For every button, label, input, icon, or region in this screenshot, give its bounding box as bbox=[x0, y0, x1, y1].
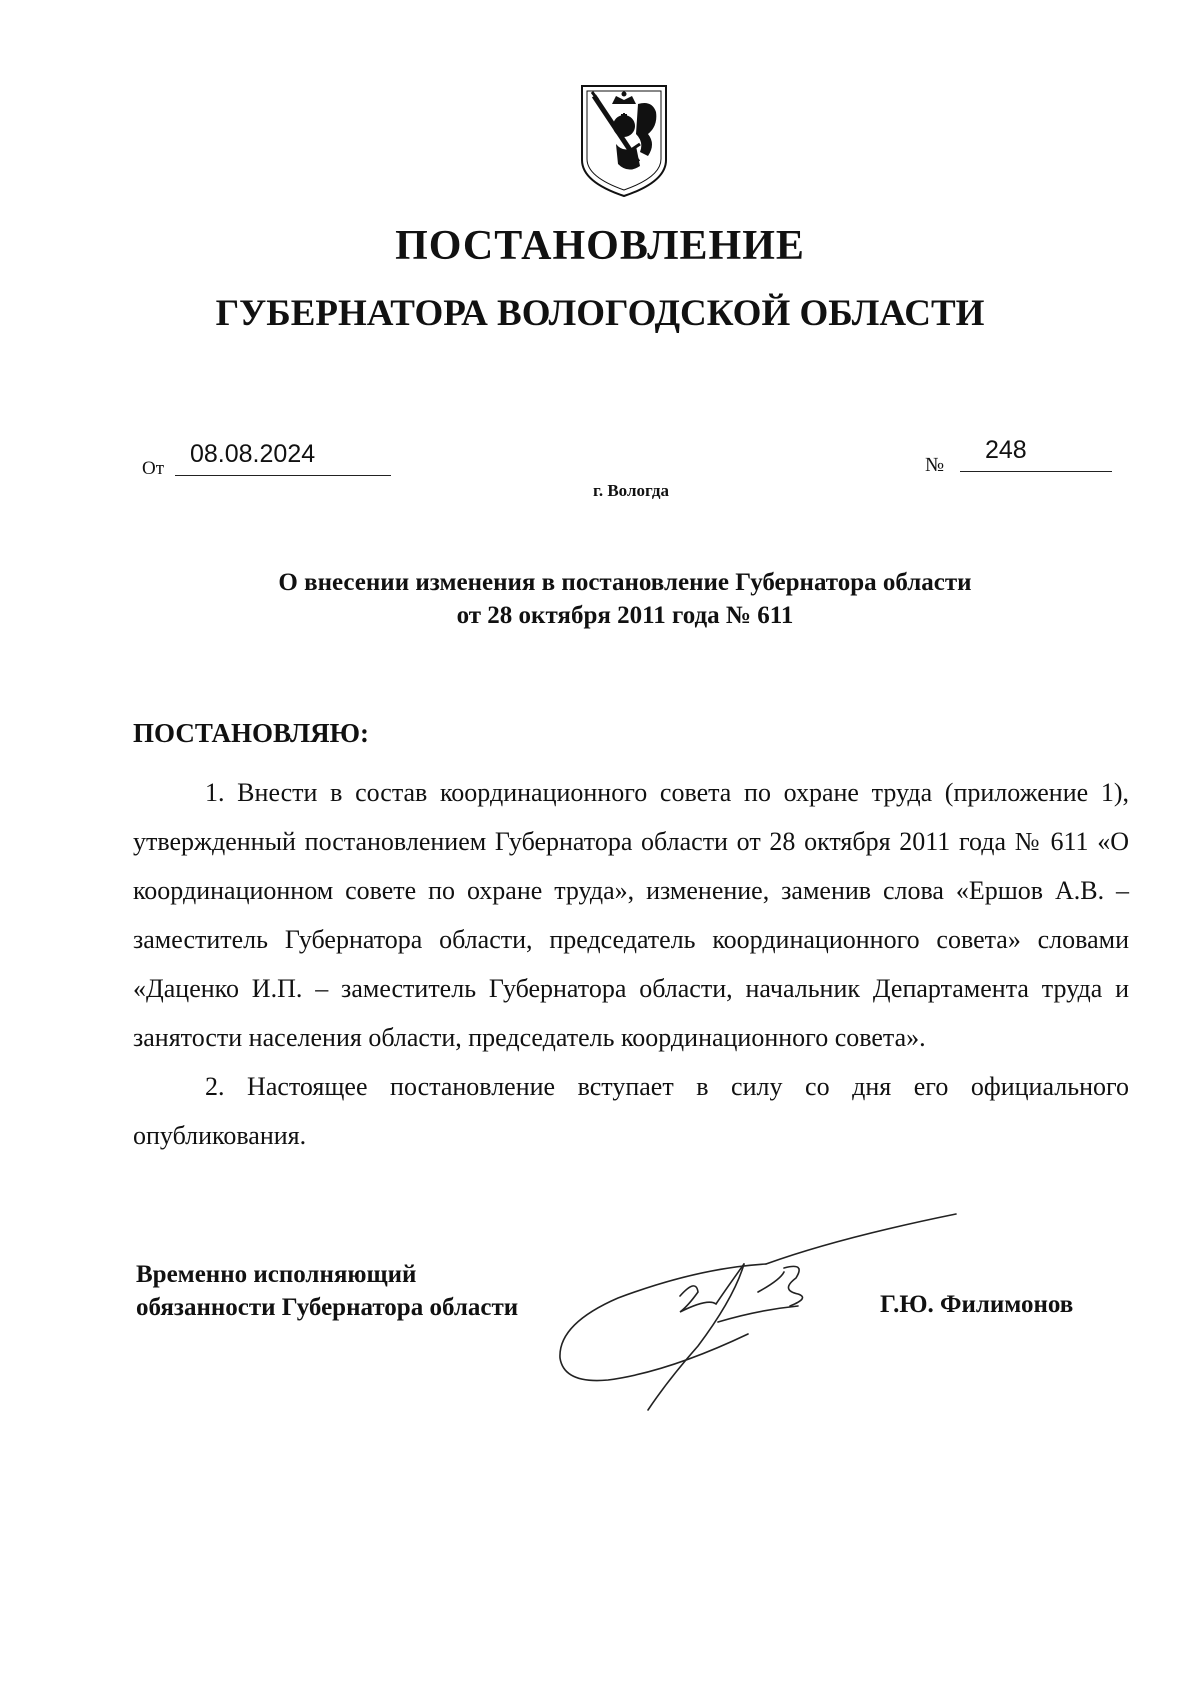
signer-title-line-1: Временно исполняющий bbox=[136, 1261, 417, 1288]
document-title: ПОСТАНОВЛЕНИЕ bbox=[395, 223, 805, 269]
date-underline bbox=[175, 475, 391, 476]
date-prefix: От bbox=[142, 458, 165, 479]
document-subject bbox=[0, 566, 1200, 632]
document-date: 08.08.2024 bbox=[190, 440, 316, 468]
subject-line-1: О внесении изменения в постановление Губернатора области bbox=[278, 569, 972, 596]
document-number: 248 bbox=[985, 436, 1027, 464]
document-body bbox=[133, 768, 1129, 1160]
paragraph-2: 2. Настоящее постановление вступает в силу со дня его официального опубликования. bbox=[133, 1072, 1129, 1150]
signer-title-line-2: обязанности Губернатора области bbox=[136, 1294, 519, 1321]
coat-of-arms-icon bbox=[578, 82, 670, 200]
number-underline bbox=[960, 471, 1112, 472]
signer-name: Г.Ю. Филимонов bbox=[880, 1291, 1074, 1318]
subject-line-2: от 28 октября 2011 года № 611 bbox=[456, 602, 794, 629]
number-prefix: № bbox=[925, 454, 945, 476]
document-city: г. Вологда bbox=[593, 481, 669, 500]
resolve-heading: ПОСТАНОВЛЯЮ: bbox=[133, 718, 369, 748]
document-subtitle: ГУБЕРНАТОРА ВОЛОГОДСКОЙ ОБЛАСТИ bbox=[215, 293, 985, 334]
signer-title bbox=[136, 1258, 518, 1324]
paragraph-1: 1. Внести в состав координационного совета по охране труда (приложение 1), утвержденный постановлением Губернатора области от 28 октября 2011 года № 611 «О координационном совете по охране труда», изменение, заменив слова «Ершов А.В. – заместитель Губернатора области, председатель координационного совета» словами «Даценко И.П. – заместитель Губернатора области, начальник Департамента труда и занятости населения области, председатель координационного совета». bbox=[133, 778, 1129, 1052]
